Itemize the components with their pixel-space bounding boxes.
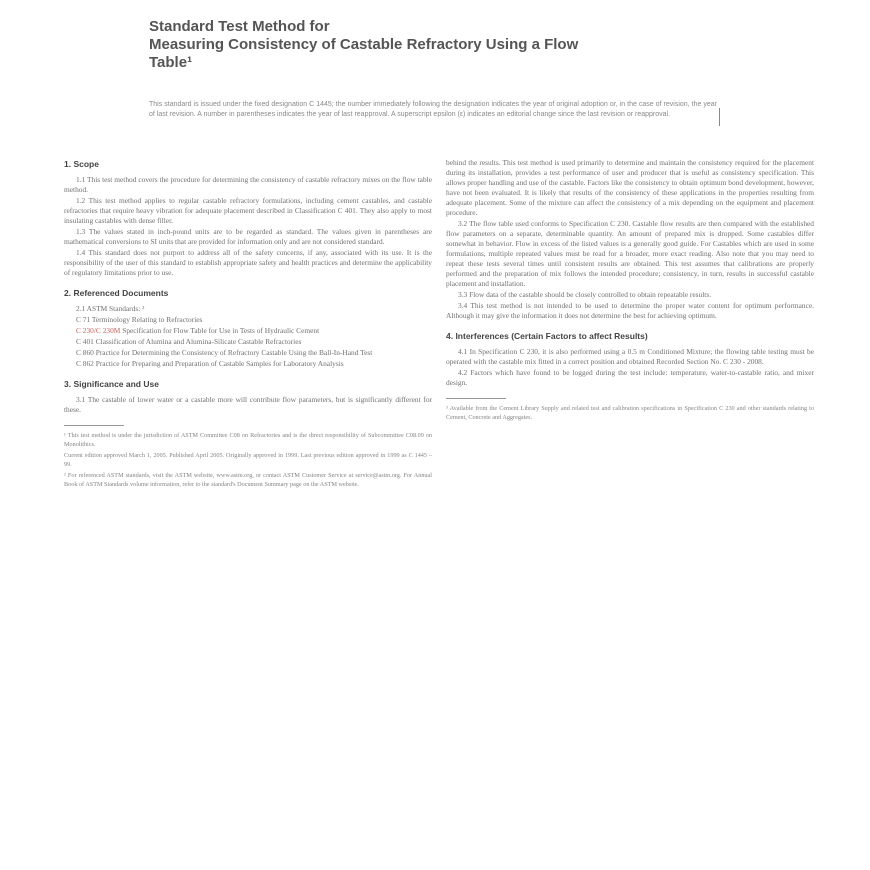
significance-paragraph: 3.2 The flow table used conforms to Specification C 230. Castable flow results are then compared with the established flow parameters on a separate, determinable quantity. An amount of prepared mix is dropped. Some castables differ somewhat in behavior. Flow in excess of the listed values is a generally good guide. For Castables which are used in some formulations, multiple repeated values must be read for a broader, more exact reading. Also note that you may need to repeat these tests several times until consistent results are obtained. This test assumes that calibrations are properly performed and the preparation of mix follows the intended procedure; consistency, in turn, results in successful castable placement and installation. [446, 219, 814, 288]
section-heading-significance: 3. Significance and Use [64, 379, 159, 389]
title-line: Standard Test Method for [149, 18, 330, 35]
interferences-paragraph: 4.1 In Specification C 230, it is also performed using a 0.5 m Conditioned Mixture; the flowing table testing must be operated with the castable mix fitted in a correct position and obtained Recorded Section No. C 230 - 2008. [446, 347, 814, 366]
reference-item: C 862 Practice for Preparing and Preparation of Castable Samples for Laboratory Analysis [76, 359, 344, 368]
reference-item: C 401 Classification of Alumina and Alumina-Silicate Castable Refractories [76, 337, 302, 346]
reference-item: C 71 Terminology Relating to Refractories [76, 315, 203, 324]
footnote: ³ Available from the Cement Library Supply and related test and calibration specifications in Specification C 230 and other standards relating to Cement, Concrete and Aggregates. [446, 405, 814, 421]
scope-paragraph: 1.4 This standard does not purport to address all of the safety concerns, if any, associated with its use. It is the responsibility of the user of this standard to establish appropriate safety and health practices and determine the applicability of regulatory limitations prior to use. [64, 248, 432, 277]
title-line: Measuring Consistency of Castable Refractory Using a Flow [149, 36, 579, 53]
title-line: Table¹ [149, 54, 193, 71]
reference-list [64, 304, 432, 369]
revision-bar [719, 108, 720, 126]
reference-item[interactable]: C 230/C 230M Specification for Flow Table for Use in Tests of Hydraulic Cement [76, 326, 320, 335]
significance-paragraph: 3.4 This test method is not intended to be used to determine the proper water content for optimum performance. Although it may give the information it does not determine the best for achieving optimum. [446, 301, 814, 320]
significance-continued-paragraph: behind the results. This test method is used primarily to determine and maintain the consistency required for the placement during its installation, provides a test performance of user and producer that is useful as consistency specification. This allows proper handling and use of the castable. Factors like the consistency to obtain optimum bond development, however, have not been evaluated. It is likely that results of the consistency of these applications in the properties resulting from adequate placement. Some of the mixture can affect the consistency of a mix depending on the equipment and placement procedure. [446, 158, 814, 217]
footnote: Current edition approved March 1, 2005. Published April 2005. Originally approved in 1999. Last previous edition approved in 1999 as C 1445 – 99. [64, 452, 432, 468]
footnote-rule [446, 398, 506, 399]
footnote-rule [64, 425, 124, 426]
reference-item: C 860 Practice for Determining the Consistency of Refractory Castable Using the Ball-In-Hand Test [76, 348, 373, 357]
document-title [149, 18, 749, 72]
left-column [64, 158, 432, 493]
interferences-paragraph: 4.2 Factors which have found to be logged during the test include: temperature, water-to-castable ratio, and mixer design. [446, 368, 814, 387]
section-heading-interferences: 4. Interferences (Certain Factors to affect Results) [446, 331, 648, 341]
significance-paragraph: 3.1 The castable of lower water or a castable more will contribute flow parameters, but is significantly different for these. [64, 395, 432, 414]
right-column [446, 158, 814, 425]
scope-paragraph: 1.1 This test method covers the procedure for determining the consistency of castable refractory mixes on the flow table method. [64, 175, 432, 194]
scope-paragraph: 1.3 The values stated in inch-pound units are to be regarded as standard. The values given in parentheses are mathematical conversions to SI units that are provided for information only and are not considered standard. [64, 227, 432, 246]
reference-item: 2.1 ASTM Standards: ² [76, 304, 145, 313]
significance-paragraph: 3.3 Flow data of the castable should be closely controlled to obtain repeatable results. [458, 290, 712, 299]
section-heading-scope: 1. Scope [64, 159, 99, 169]
footnote: ² For referenced ASTM standards, visit the ASTM website, www.astm.org, or contact ASTM Customer Service at service@astm.org. For Annual Book of ASTM Standards volume information, refer to the standard's Document Summary page on the ASTM website. [64, 472, 432, 488]
scope-paragraph: 1.2 This test method applies to regular castable refractory formulations, including cement castables, and castable refractories that require heavy vibration for adequate placement described in Classification C 401. They also apply to most insulating castables with dense filler. [64, 196, 432, 225]
issuance-note: This standard is issued under the fixed designation C 1445; the number immediately following the designation indicates the year of original adoption or, in the case of revision, the year of last revision. A number in parentheses indicates the year of last reapproval. A superscript epsilon (ε) indicates an editorial change since the last revision or reapproval. [149, 101, 717, 118]
footnote: ¹ This test method is under the jurisdiction of ASTM Committee C08 on Refractories and is the direct responsibility of Subcommittee C08.09 on Monolithics. [64, 432, 432, 448]
section-heading-referenced-documents: 2. Referenced Documents [64, 288, 169, 298]
reference-link[interactable]: C 230/C 230M [76, 326, 121, 335]
